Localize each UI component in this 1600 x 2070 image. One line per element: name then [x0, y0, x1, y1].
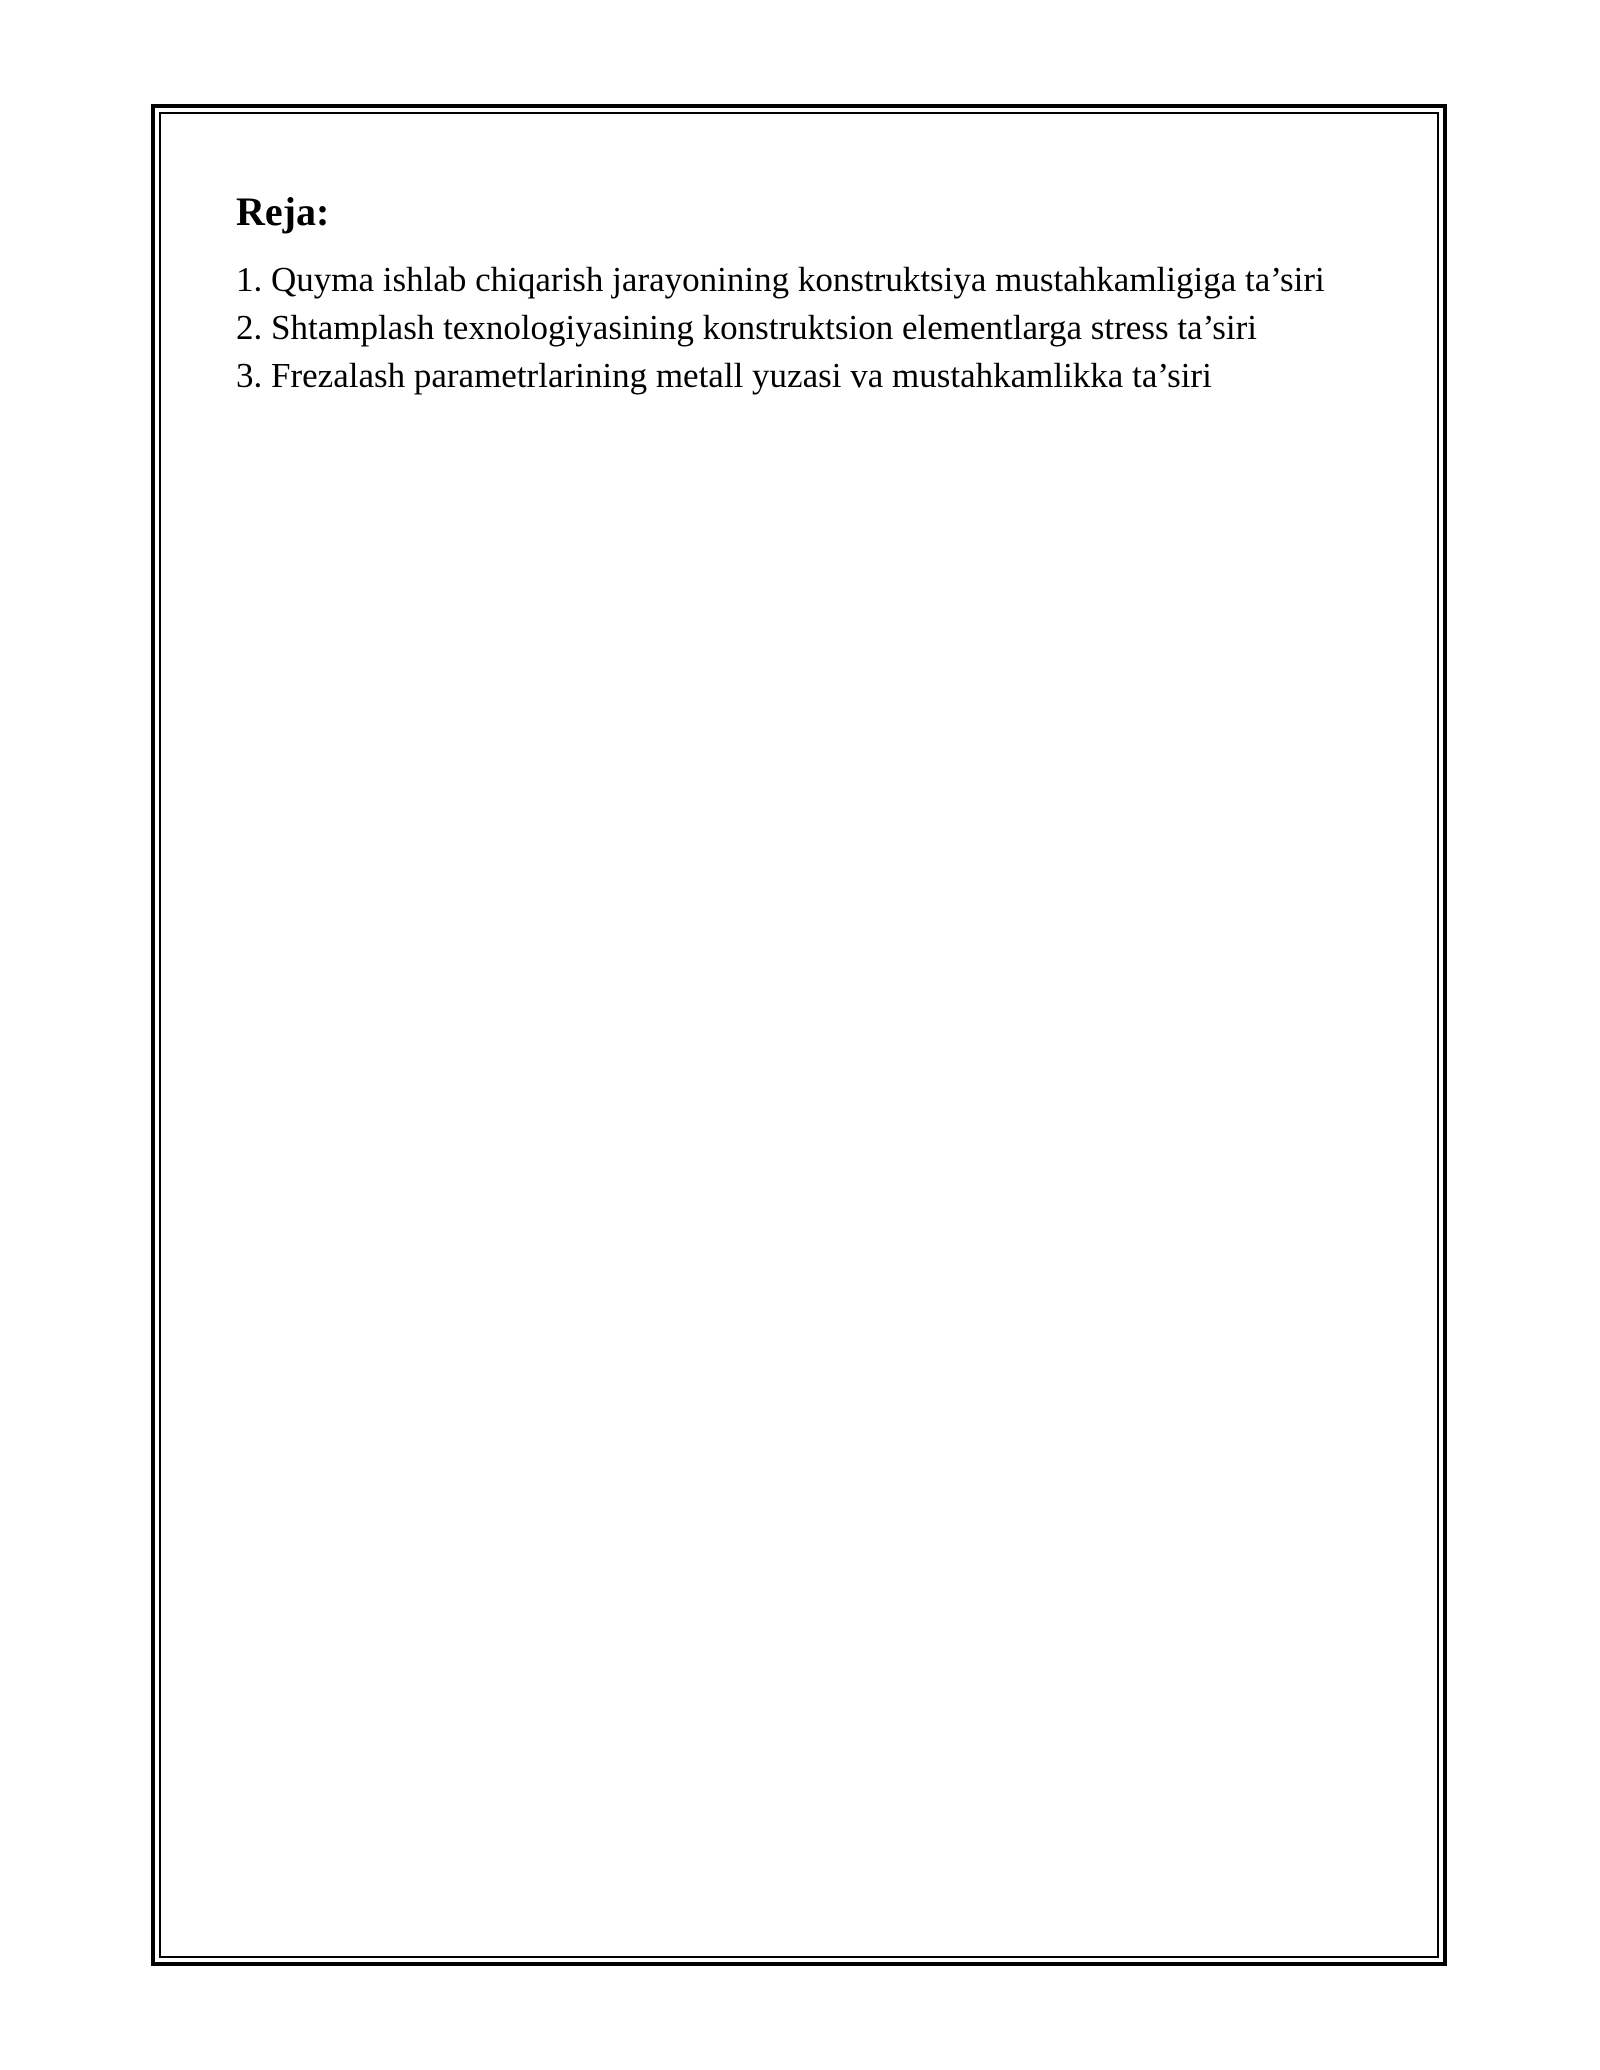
plan-item-2: 2. Shtamplash texnologiyasining konstruktsion elementlarga stress ta’siri: [236, 308, 1258, 347]
plan-item-1: 1. Quyma ishlab chiqarish jarayonining konstruktsiya mustahkamligiga ta’siri: [236, 260, 1325, 299]
plan-item-3: 3. Frezalash parametrlarining metall yuzasi va mustahkamlikka ta’siri: [236, 356, 1212, 395]
plan-title: Reja:: [236, 189, 330, 234]
page-content: [236, 186, 1366, 400]
plan-list: [236, 256, 1366, 400]
